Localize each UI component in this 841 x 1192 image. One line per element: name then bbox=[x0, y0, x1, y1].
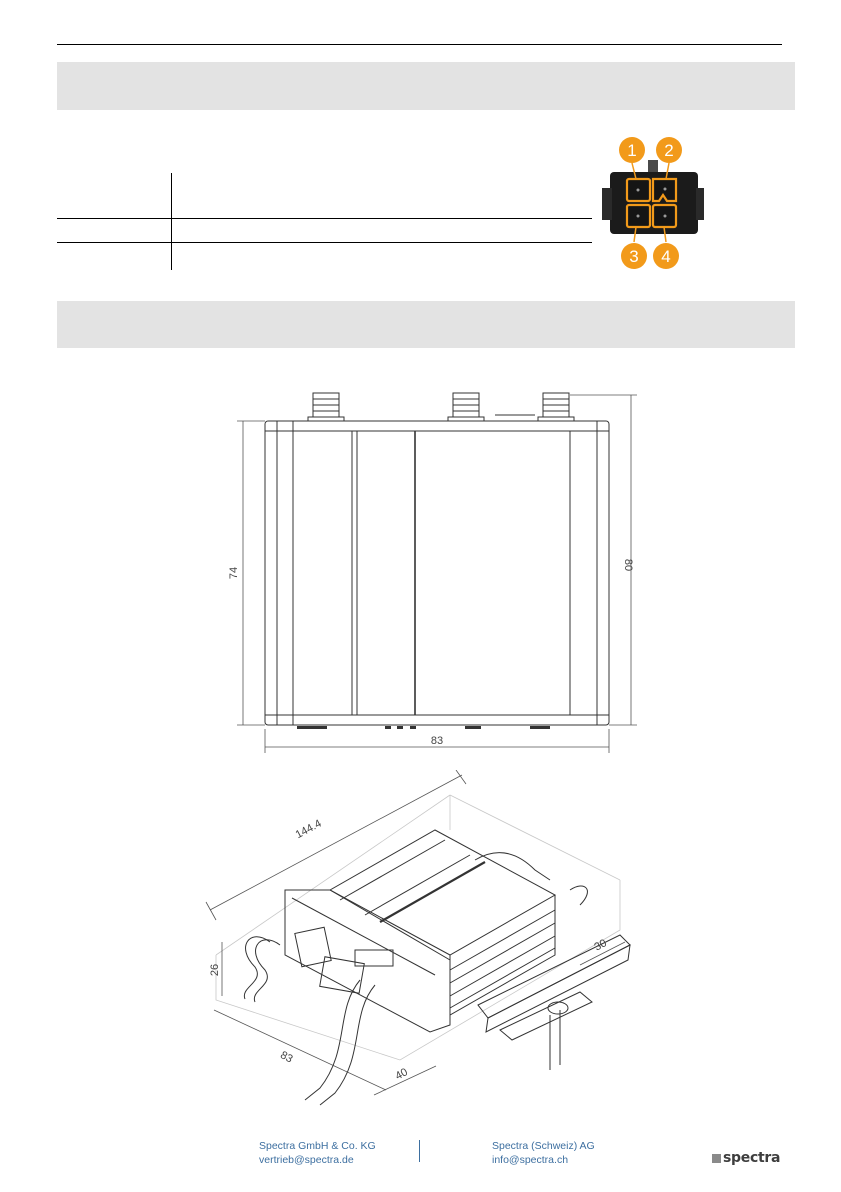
footer-separator bbox=[419, 1140, 420, 1162]
dimension-height-inner: 74 bbox=[228, 566, 240, 580]
logo-text: spectra bbox=[723, 1150, 781, 1166]
antenna-connector-3 bbox=[538, 393, 574, 421]
footer-switzerland bbox=[492, 1139, 595, 1167]
svg-text:2: 2 bbox=[664, 141, 674, 160]
svg-text:3: 3 bbox=[629, 247, 639, 266]
dimension-depth: 30 bbox=[592, 937, 609, 954]
footer-germany-company: Spectra GmbH & Co. KG bbox=[259, 1140, 376, 1152]
dimension-length: 144.4 bbox=[293, 817, 324, 842]
dimension-width: 83 bbox=[278, 1049, 295, 1066]
power-connector-image bbox=[590, 130, 710, 270]
spectra-logo bbox=[712, 1150, 780, 1166]
top-view-drawing bbox=[225, 385, 645, 760]
header-rule bbox=[57, 44, 782, 45]
pin-label-3 bbox=[621, 243, 647, 269]
table-rule-1 bbox=[57, 218, 592, 219]
svg-text:1: 1 bbox=[627, 141, 637, 160]
dimension-rail-offset: 40 bbox=[393, 1066, 410, 1083]
footer-germany bbox=[259, 1139, 376, 1167]
pin-label-1 bbox=[619, 137, 645, 163]
footer-germany-email[interactable]: vertrieb@spectra.de bbox=[259, 1154, 354, 1166]
dimension-height: 26 bbox=[209, 963, 221, 977]
table-rule-2 bbox=[57, 242, 592, 243]
antenna-connector-2 bbox=[448, 393, 484, 421]
svg-text:4: 4 bbox=[661, 247, 671, 266]
dimension-width: 83 bbox=[430, 735, 444, 747]
section-heading-bar-pinout bbox=[57, 62, 795, 110]
pin-label-4 bbox=[653, 243, 679, 269]
footer-swiss-email[interactable]: info@spectra.ch bbox=[492, 1154, 569, 1166]
logo-square-icon bbox=[712, 1154, 721, 1163]
antenna-connector-1 bbox=[308, 393, 344, 421]
footer-swiss-company: Spectra (Schweiz) AG bbox=[492, 1140, 595, 1152]
pin-label-2 bbox=[656, 137, 682, 163]
isometric-drawing bbox=[200, 770, 640, 1115]
section-heading-bar-dimensions bbox=[57, 301, 795, 348]
dimension-height-outer: 80 bbox=[622, 558, 634, 572]
table-column-divider bbox=[171, 173, 172, 270]
